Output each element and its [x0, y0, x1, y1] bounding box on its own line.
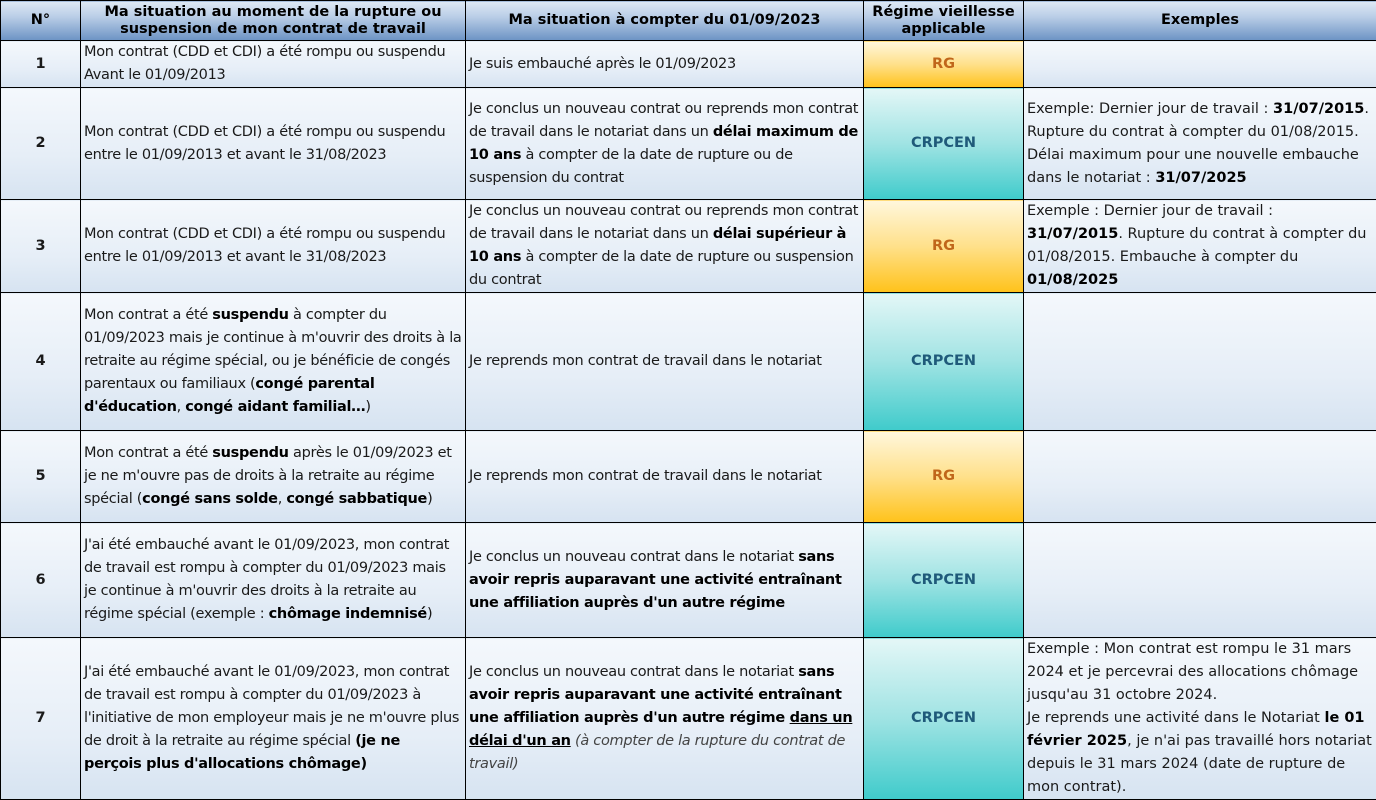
situation-rupture-cell [81, 523, 466, 638]
text-segment: ) [365, 399, 370, 415]
text-segment: congé sans solde [142, 491, 278, 507]
header-num: N° [1, 1, 81, 41]
text-segment: 31/07/2015 [1027, 226, 1118, 242]
situation-rupture-cell [81, 293, 466, 431]
text-segment: Je conclus un nouveau contrat ou reprends mon contrat de travail dans le notariat dans un [469, 203, 858, 242]
situation-after-cell [466, 200, 864, 293]
situation-after-cell [466, 523, 864, 638]
text-segment: J'ai été embauché avant le 01/09/2023, mon contrat de travail est rompu à compter du 01/09/2023 à l'initiative de mon employeur mais je ne m'ouvre plus de droit à la retraite au régime spécial [84, 664, 459, 749]
table-row [1, 638, 1376, 800]
row-number: 3 [1, 200, 81, 293]
text-segment: Je conclus un nouveau contrat dans le notariat [469, 664, 798, 680]
example-cell [1024, 88, 1376, 200]
text-segment: Mon contrat a été [84, 307, 212, 323]
text-segment: Je conclus un nouveau contrat dans le notariat [469, 549, 798, 565]
text-segment: congé parental d'éducation [84, 376, 375, 415]
text-segment: , [278, 491, 287, 507]
situation-after-cell [466, 88, 864, 200]
header-situation-after: Ma situation à compter du 01/09/2023 [466, 1, 864, 41]
regime-badge-crpcen: CRPCEN [864, 88, 1024, 200]
table-row [1, 41, 1376, 88]
example-cell [1024, 41, 1376, 88]
header-row [1, 1, 1376, 41]
table-row [1, 88, 1376, 200]
table-row [1, 431, 1376, 523]
text-segment: Je reprends mon contrat de travail dans le notariat [469, 353, 822, 369]
text-segment: Mon contrat (CDD et CDI) a été rompu ou suspendu entre le 01/09/2013 et avant le 31/08/2023 [84, 226, 445, 265]
example-cell [1024, 431, 1376, 523]
text-segment: sans avoir repris auparavant une activité entraînant une affiliation auprès d'un autre régime [469, 664, 842, 726]
text-segment: (à compter de la rupture du contrat de travail) [469, 733, 845, 772]
text-segment: . Rupture du contrat à compter du 01/08/2015. Délai maximum pour une nouvelle embauche dans le notariat : [1027, 101, 1369, 186]
example-cell [1024, 523, 1376, 638]
text-segment: congé sabbatique [286, 491, 427, 507]
regime-badge-rg: RG [864, 41, 1024, 88]
text-segment: congé aidant familial… [185, 399, 365, 415]
text-segment: . Rupture du contrat à compter du 01/08/2015. Embauche à compter du [1027, 226, 1367, 265]
text-segment: dans un délai d'un an [469, 710, 852, 749]
text-segment: 31/07/2015 [1273, 101, 1364, 117]
header-regime: Régime vieillesse applicable [864, 1, 1024, 41]
situation-rupture-cell [81, 200, 466, 293]
row-number: 6 [1, 523, 81, 638]
example-cell [1024, 200, 1376, 293]
header-situation-rupture: Ma situation au moment de la rupture ou suspension de mon contrat de travail [81, 1, 466, 41]
text-segment: délai maximum de 10 ans [469, 124, 858, 163]
situation-rupture-cell [81, 41, 466, 88]
row-number: 4 [1, 293, 81, 431]
example-cell [1024, 638, 1376, 800]
situation-after-cell [466, 41, 864, 88]
table-row [1, 523, 1376, 638]
text-segment: à compter du 01/09/2023 mais je continue à m'ouvrir des droits à la retraite au régime spécial, ou je bénéficie de congés parentaux ou familiaux ( [84, 307, 462, 392]
text-segment: Je conclus un nouveau contrat ou reprends mon contrat de travail dans le notariat dans un [469, 101, 858, 140]
table-row [1, 293, 1376, 431]
text-segment: 31/07/2025 [1155, 170, 1246, 186]
situation-rupture-cell [81, 431, 466, 523]
text-segment: J'ai été embauché avant le 01/09/2023, mon contrat de travail est rompu à compter du 01/09/2023 mais je continue à m'ouvrir des droits à la retraite au régime spécial (exemple : [84, 537, 449, 622]
text-segment: suspendu [212, 307, 288, 323]
regime-badge-rg: RG [864, 431, 1024, 523]
regime-badge-crpcen: CRPCEN [864, 523, 1024, 638]
text-segment: , [177, 399, 186, 415]
row-number: 5 [1, 431, 81, 523]
text-segment: (je ne perçois plus d'allocations chômage) [84, 733, 400, 772]
text-segment: le 01 février 2025 [1027, 710, 1365, 749]
text-segment: Mon contrat (CDD et CDI) a été rompu ou suspendu entre le 01/09/2013 et avant le 31/08/2023 [84, 124, 445, 163]
table-row [1, 200, 1376, 293]
text-segment: à compter de la date de rupture ou suspension du contrat [469, 249, 853, 288]
regime-badge-crpcen: CRPCEN [864, 638, 1024, 800]
regime-badge-crpcen: CRPCEN [864, 293, 1024, 431]
text-segment: suspendu [212, 445, 288, 461]
row-number: 1 [1, 41, 81, 88]
text-segment: 01/08/2025 [1027, 272, 1118, 288]
text-segment: Exemple : Dernier jour de travail : [1027, 203, 1273, 219]
text-segment: à compter de la date de rupture ou de suspension du contrat [469, 147, 793, 186]
text-segment: chômage indemnisé [269, 606, 427, 622]
situation-after-cell [466, 431, 864, 523]
text-segment: après le 01/09/2023 et je ne m'ouvre pas de droits à la retraite au régime spécial ( [84, 445, 452, 507]
situation-rupture-cell [81, 638, 466, 800]
example-cell [1024, 293, 1376, 431]
text-segment: Exemple : Mon contrat est rompu le 31 mars 2024 et je percevrai des allocations chômage jusqu'au 31 octobre 2024. [1027, 641, 1358, 703]
text-segment: Je reprends une activité dans le Notariat [1027, 710, 1324, 726]
situation-after-cell [466, 638, 864, 800]
row-number: 7 [1, 638, 81, 800]
text-segment: , je n'ai pas travaillé hors notariat depuis le 31 mars 2024 (date de rupture de mon contrat). [1027, 733, 1372, 795]
text-segment: Mon contrat a été [84, 445, 212, 461]
text-segment: ) [427, 606, 432, 622]
text-segment: Je suis embauché après le 01/09/2023 [469, 56, 736, 72]
row-number: 2 [1, 88, 81, 200]
situation-after-cell [466, 293, 864, 431]
text-segment: ) [427, 491, 432, 507]
text-segment: Mon contrat (CDD et CDI) a été rompu ou suspendu Avant le 01/09/2013 [84, 44, 445, 83]
situation-rupture-cell [81, 88, 466, 200]
text-segment: Exemple: Dernier jour de travail : [1027, 101, 1273, 117]
header-examples: Exemples [1024, 1, 1376, 41]
text-segment: Je reprends mon contrat de travail dans le notariat [469, 468, 822, 484]
text-segment: délai supérieur à 10 ans [469, 226, 846, 265]
regime-badge-rg: RG [864, 200, 1024, 293]
text-segment: sans avoir repris auparavant une activité entraînant une affiliation auprès d'un autre régime [469, 549, 842, 611]
